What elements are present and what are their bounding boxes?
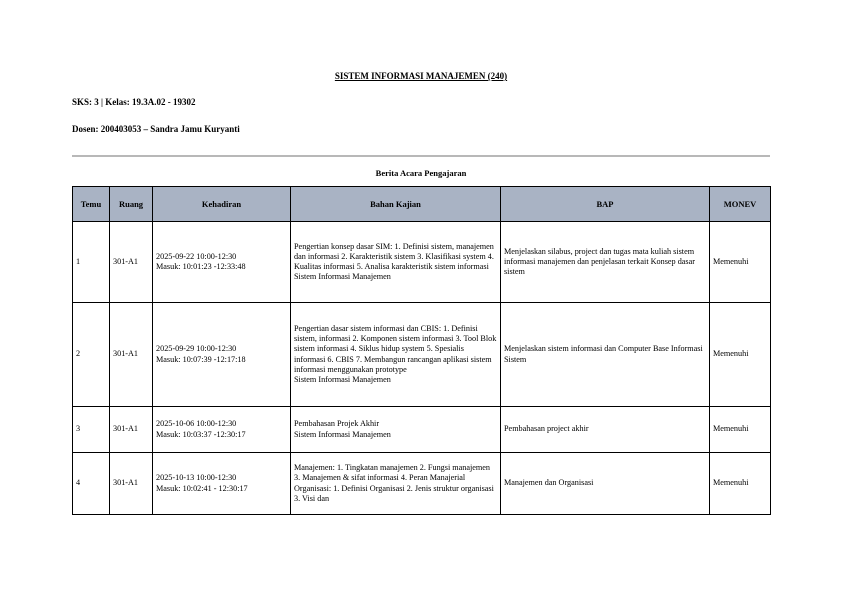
table-row (73, 222, 771, 303)
cell-bap: Pembahasan project akhir (501, 407, 710, 453)
schedule-time: 2025-09-29 10:00-12:30 (156, 344, 237, 354)
table-row (73, 303, 771, 407)
cell-temu: 3 (73, 407, 110, 453)
dosen-line: Dosen: 200403053 – Sandra Jamu Kuryanti (72, 124, 240, 134)
horizontal-divider (72, 155, 770, 157)
cell-bahan-kajian (291, 303, 501, 407)
sks-kelas-line: SKS: 3 | Kelas: 19.3A.02 - 19302 (72, 97, 196, 107)
topic-text: Manajemen: 1. Tingkatan manajemen 2. Fungsi manajemen 3. Manajemen & sifat informasi 4. Peran Manajerial Organisasi: 1. Definisi Organisasi 2. Jenis struktur organisasi 3. Visi dan (294, 463, 494, 503)
cell-ruang: 301-A1 (110, 303, 153, 407)
topic-text: Pengertian konsep dasar SIM: 1. Definisi sistem, manajemen dan informasi 2. Karakteristik sistem 3. Klasifikasi system 4. Kualitas informasi 5. Analisa karakteristik sistem informasi (294, 241, 494, 271)
header-monev: MONEV (710, 187, 771, 222)
cell-bap: Manajemen dan Organisasi (501, 453, 710, 515)
table-row (73, 407, 771, 453)
cell-temu: 4 (73, 453, 110, 515)
header-ruang: Ruang (110, 187, 153, 222)
cell-kehadiran (153, 303, 291, 407)
cell-bahan-kajian (291, 407, 501, 453)
table-header-row (73, 187, 771, 222)
cell-bap: Menjelaskan silabus, project dan tugas mata kuliah sistem informasi manajemen dan penjelasan terkait Konsep dasar sistem (501, 222, 710, 303)
header-bahan-kajian: Bahan Kajian (291, 187, 501, 222)
cell-bahan-kajian (291, 222, 501, 303)
attendance-time: Masuk: 10:03:37 -12:30:17 (156, 429, 246, 439)
course-title: SISTEM INFORMASI MANAJEMEN (240) (334, 71, 508, 81)
topic-subject: Sistem Informasi Manajemen (294, 375, 391, 384)
cell-monev: Memenuhi (710, 303, 771, 407)
attendance-time: Masuk: 10:02:41 - 12:30:17 (156, 483, 248, 493)
cell-temu: 2 (73, 303, 110, 407)
header-bap: BAP (501, 187, 710, 222)
cell-temu: 1 (73, 222, 110, 303)
cell-ruang: 301-A1 (110, 453, 153, 515)
table-row (73, 453, 771, 515)
schedule-time: 2025-10-06 10:00-12:30 (156, 419, 237, 429)
table-title: Berita Acara Pengajaran (375, 168, 467, 178)
topic-subject: Sistem Informasi Manajemen (294, 429, 391, 439)
cell-kehadiran (153, 453, 291, 515)
topic-text: Pengertian dasar sistem informasi dan CBIS: 1. Definisi sistem, informasi 2. Komponen sistem informasi 3. Tool Blok sistem informasi 4. Siklus hidup system 5. Spesialis informasi 6. CBIS 7. Membangun rancangan aplikasi sistem informasi menggunakan prototype (294, 323, 497, 374)
cell-kehadiran (153, 222, 291, 303)
cell-kehadiran (153, 407, 291, 453)
topic-text: Pembahasan Projek Akhir (294, 419, 380, 429)
cell-bahan-kajian (291, 453, 501, 515)
header-temu: Temu (73, 187, 110, 222)
cell-monev: Memenuhi (710, 222, 771, 303)
cell-bap: Menjelaskan sistem informasi dan Computer Base Informasi Sistem (501, 303, 710, 407)
topic-subject: Sistem Informasi Manajemen (294, 272, 391, 282)
header-kehadiran: Kehadiran (153, 187, 291, 222)
cell-monev: Memenuhi (710, 407, 771, 453)
attendance-time: Masuk: 10:07:39 -12:17:18 (156, 354, 246, 364)
cell-monev: Memenuhi (710, 453, 771, 515)
schedule-time: 2025-09-22 10:00-12:30 (156, 251, 237, 261)
cell-ruang: 301-A1 (110, 222, 153, 303)
teaching-record-table (72, 186, 771, 515)
schedule-time: 2025-10-13 10:00-12:30 (156, 473, 237, 483)
attendance-time: Masuk: 10:01:23 -12:33:48 (156, 262, 246, 271)
cell-ruang: 301-A1 (110, 407, 153, 453)
